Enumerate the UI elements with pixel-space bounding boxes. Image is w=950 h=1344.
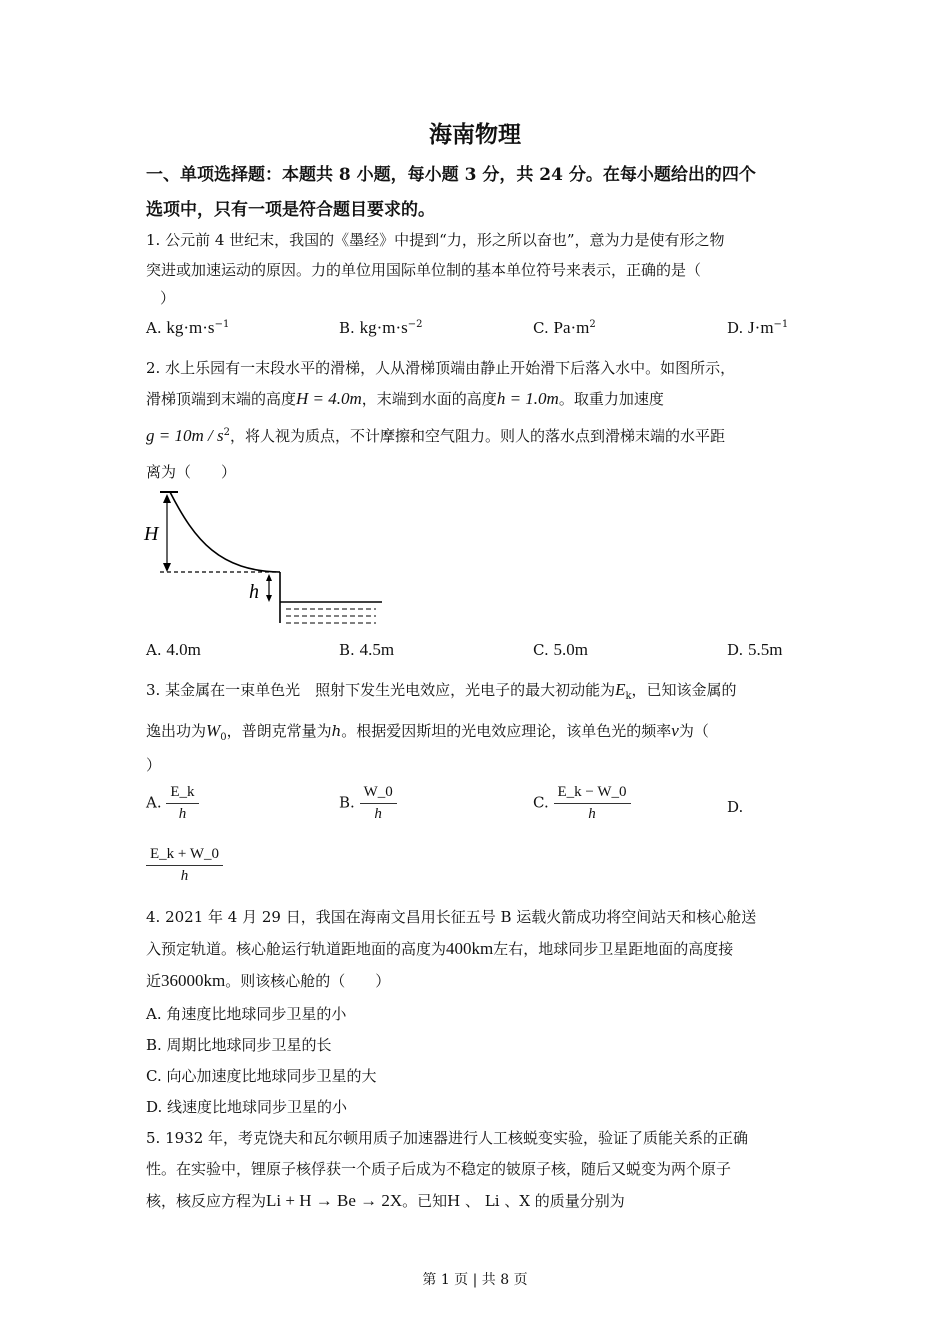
page-title: 海南物理 [429,121,521,148]
height-h-arrowhead-bottom [266,595,272,602]
q3-line3: ） [146,756,162,774]
q2-option-a[interactable]: A. 4.0m [146,640,201,659]
q3-option-a[interactable]: A. $\frac{E\_k}{h}$ [146,784,199,823]
q2-option-d[interactable]: D. 5.5m [727,640,783,659]
section-heading-line1: 一、单项选择题：本题共 8 小题，每小题 3 分，共 24 分。在每小题给出的四个 [146,165,756,185]
fraction: $\frac{E\_k}{h}$ [166,784,198,823]
q4-line1: 4. 2021 年 4 月 29 日，我国在海南文昌用长征五号 B 运载火箭成功将空间站天和核心舱送 [146,908,757,926]
q2-line4: 离为（ ） [146,463,237,481]
page-footer: 第 1 页 | 共 8 页 [422,1272,528,1288]
height-h-arrowhead-top [266,574,272,581]
slide-curve [170,492,280,572]
q2-line1: 2. 水上乐园有一末段水平的滑梯，人从滑梯顶端由静止开始滑下后落入水中。如图所示， [146,359,736,377]
label-H: H [144,523,159,545]
q1-option-a[interactable]: A. $kg\cdot m\cdot s^{-1}$ [146,318,230,337]
label-h: h [249,581,259,603]
q1-line2: 突进或加速运动的原因。力的单位用国际单位制的基本单位符号来表示，正确的是（ [146,261,702,279]
q4-option-c[interactable]: C. 向心加速度比地球同步卫星的大 [146,1067,377,1085]
q4-option-a[interactable]: A. 角速度比地球同步卫星的小 [146,1005,347,1023]
q1-option-c[interactable]: C. $Pa\cdot m^2$ [533,318,596,337]
q3-option-d[interactable] [146,846,223,885]
q2-option-c[interactable]: C. 5.0m [533,640,588,659]
q5-line2: 性。在实验中，锂原子核俘获一个质子后成为不稳定的铍原子核，随后又蜕变为两个原子 [146,1160,732,1178]
q3-option-d-label[interactable]: D. [727,798,744,816]
fraction: $\frac{E\_k - W\_0}{h}$ [554,784,631,823]
q1-option-d[interactable]: D. $J\cdot m^{-1}$ [727,318,789,337]
q4-line2: 入预定轨道。核心舱运行轨道距地面的高度为400km左右，地球同步卫星距地面的高度接 [146,939,734,958]
q1-option-b[interactable]: B. $kg\cdot m\cdot s^{-2}$ [339,318,423,337]
q2-line2: 滑梯顶端到末端的高度H = 4.0m，末端到水面的高度h = 1.0m。取重力加速度 [146,389,664,408]
q3-line2: 逸出功为$W_0$，普朗克常量为h。根据爱因斯坦的光电效应理论，该单色光的频率ν为（ [146,721,709,743]
q3-line1: 3. 某金属在一束单色光 照射下发生光电效应，光电子的最大初动能为$E_k$，已知该金属的 [146,680,737,702]
q4-option-d[interactable]: D. 线速度比地球同步卫星的小 [146,1098,348,1116]
section-heading-line2: 选项中，只有一项是符合题目要求的。 [146,200,435,220]
q4-line3: 近36000km。则该核心舱的（ ） [146,971,391,990]
slide-diagram [140,486,390,631]
q1-line3: ） [160,289,176,307]
fraction: $\frac{W\_0}{h}$ [360,784,397,823]
q3-option-b[interactable]: B. $\frac{W\_0}{h}$ [339,784,397,823]
q1-line1: 1. 公元前 4 世纪末，我国的《墨经》中提到“力，形之所以奋也”，意为力是使有形之物 [146,231,725,249]
q5-line3: 核，核反应方程为Li + H → Be → 2X。已知H 、 Li 、X 的质量分别为 [146,1191,625,1210]
fraction: $\frac{E\_k + W\_0}{h}$ [146,846,223,885]
nuclear-equation: Li + H → Be → 2X [266,1191,403,1210]
height-H-arrowhead-bottom [163,563,171,572]
q2-option-b[interactable]: B. 4.5m [339,640,395,659]
q5-line1: 5. 1932 年，考克饶夫和瓦尔顿用质子加速器进行人工核蜕变实验，验证了质能关系的正确 [146,1129,749,1147]
height-H-arrowhead-top [163,494,171,503]
q2-line3: $g = 10m / s^2$，将人视为质点，不计摩擦和空气阻力。则人的落水点到滑梯末端的水平距 [146,426,725,445]
q4-option-b[interactable]: B. 周期比地球同步卫星的长 [146,1036,332,1054]
q3-option-c[interactable]: C. $\frac{E\_k - W\_0}{h}$ [533,784,631,823]
